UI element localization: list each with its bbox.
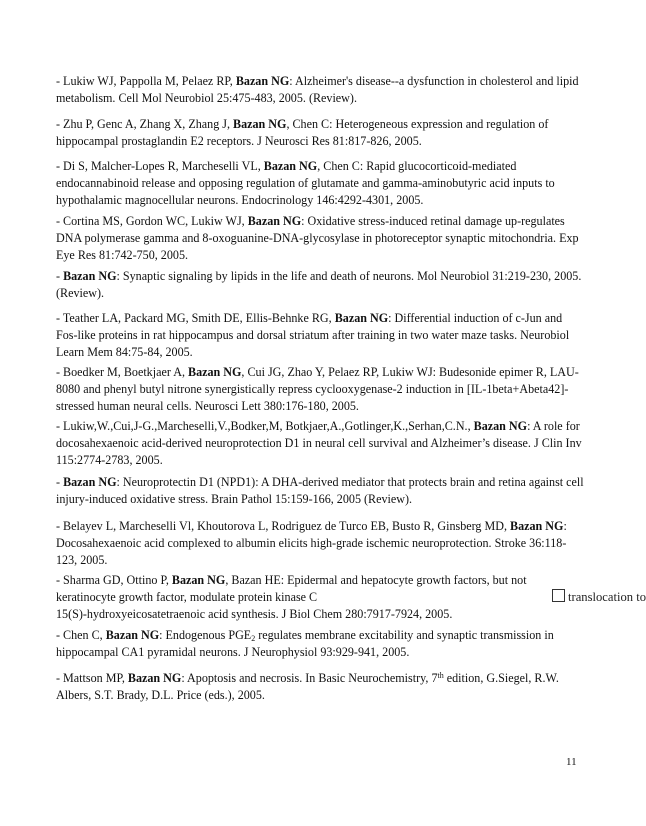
reference-11: - Sharma GD, Ottino P, Bazan NG, Bazan HE: Epidermal and hepatocyte growth factors, but not keratinocyte growth factor, modulate protein kinase C 15(S)-hydroxyeicosatetraenoic acid synthesis. J Biol Chem 280:7917-7924, 2005. xyxy=(56,573,527,621)
overflow-text: translocation to xyxy=(552,589,646,606)
reference-1: - Lukiw WJ, Pappolla M, Pelaez RP, Bazan NG: Alzheimer's disease--a dysfunction in cholesterol and lipid metabolism. Cell Mol Neurobiol 25:475-483, 2005. (Review). xyxy=(56,74,579,105)
reference-4: - Cortina MS, Gordon WC, Lukiw WJ, Bazan NG: Oxidative stress-induced retinal damage up-regulates DNA polymerase gamma and 8-oxoguanine-DNA-glycosylase in photoreceptor synaptic mitochondria. Exp Eye Res 81:742-750, 2005. xyxy=(56,214,579,262)
reference-13: - Mattson MP, Bazan NG: Apoptosis and necrosis. In Basic Neurochemistry, 7th edition, G.Siegel, R.W. Albers, S.T. Brady, D.L. Price (eds.), 2005. xyxy=(56,671,559,702)
reference-10: - Belayev L, Marcheselli Vl, Khoutorova L, Rodriguez de Turco EB, Busto R, Ginsberg MD, Bazan NG: Docosahexaenoic acid complexed to albumin elicits high-grade ischemic neuroprotection. Stroke 36:118-123, 2005. xyxy=(56,519,567,567)
reference-7: - Boedker M, Boetkjaer A, Bazan NG, Cui JG, Zhao Y, Pelaez RP, Lukiw WJ: Budesonide epimer R, LAU-8080 and phenyl butyl nitrone synergistically repress cyclooxygenase-2 induction in [IL-1beta+Abeta42]-stressed human neural cells. Neurosci Lett 380:176-180, 2005. xyxy=(56,365,579,413)
reference-12: - Chen C, Bazan NG: Endogenous $PGE_2$ regulates membrane excitability and synaptic transmission in hippocampal CA1 pyramidal neurons. J Neurophysiol 93:929-941, 2005. xyxy=(56,628,554,659)
checkbox-glyph-icon xyxy=(552,589,565,602)
reference-9: - Bazan NG: Neuroprotectin D1 (NPD1): A DHA-derived mediator that protects brain and retina against cell injury-induced oxidative stress. Brain Pathol 15:159-166, 2005 (Review). xyxy=(56,475,584,506)
reference-3: - Di S, Malcher-Lopes R, Marcheselli VL, Bazan NG, Chen C: Rapid glucocorticoid-mediated endocannabinoid release and opposing regulation of glutamate and gamma-aminobutyric acid inputs to hypothalamic magnocellular neurons. Endocrinology 146:4292-4301, 2005. xyxy=(56,159,555,207)
reference-8: - Lukiw,W.,Cui,J-G.,Marcheselli,V.,Bodker,M, Botkjaer,A.,Gotlinger,K.,Serhan,C.N., Bazan NG: A role for docosahexaenoic acid-derived neuroprotection D1 in neural cell survival and Alzheimer’s disease. J Clin Inv 115:2774-2783, 2005. xyxy=(56,419,582,467)
reference-2: - Zhu P, Genc A, Zhang X, Zhang J, Bazan NG, Chen C: Heterogeneous expression and regulation of hippocampal prostaglandin E2 receptors. J Neurosci Res 81:817-826, 2005. xyxy=(56,117,549,148)
reference-6: - Teather LA, Packard MG, Smith DE, Ellis-Behnke RG, Bazan NG: Differential induction of c-Jun and Fos-like proteins in rat hippocampus and dorsal striatum after training in two water maze tasks. Neurobiol Learn Mem 84:75-84, 2005. xyxy=(56,311,570,359)
page-number: 11 xyxy=(566,756,577,768)
reference-5: - Bazan NG: Synaptic signaling by lipids in the life and death of neurons. Mol Neurobiol 31:219-230, 2005. (Review). xyxy=(56,269,582,300)
